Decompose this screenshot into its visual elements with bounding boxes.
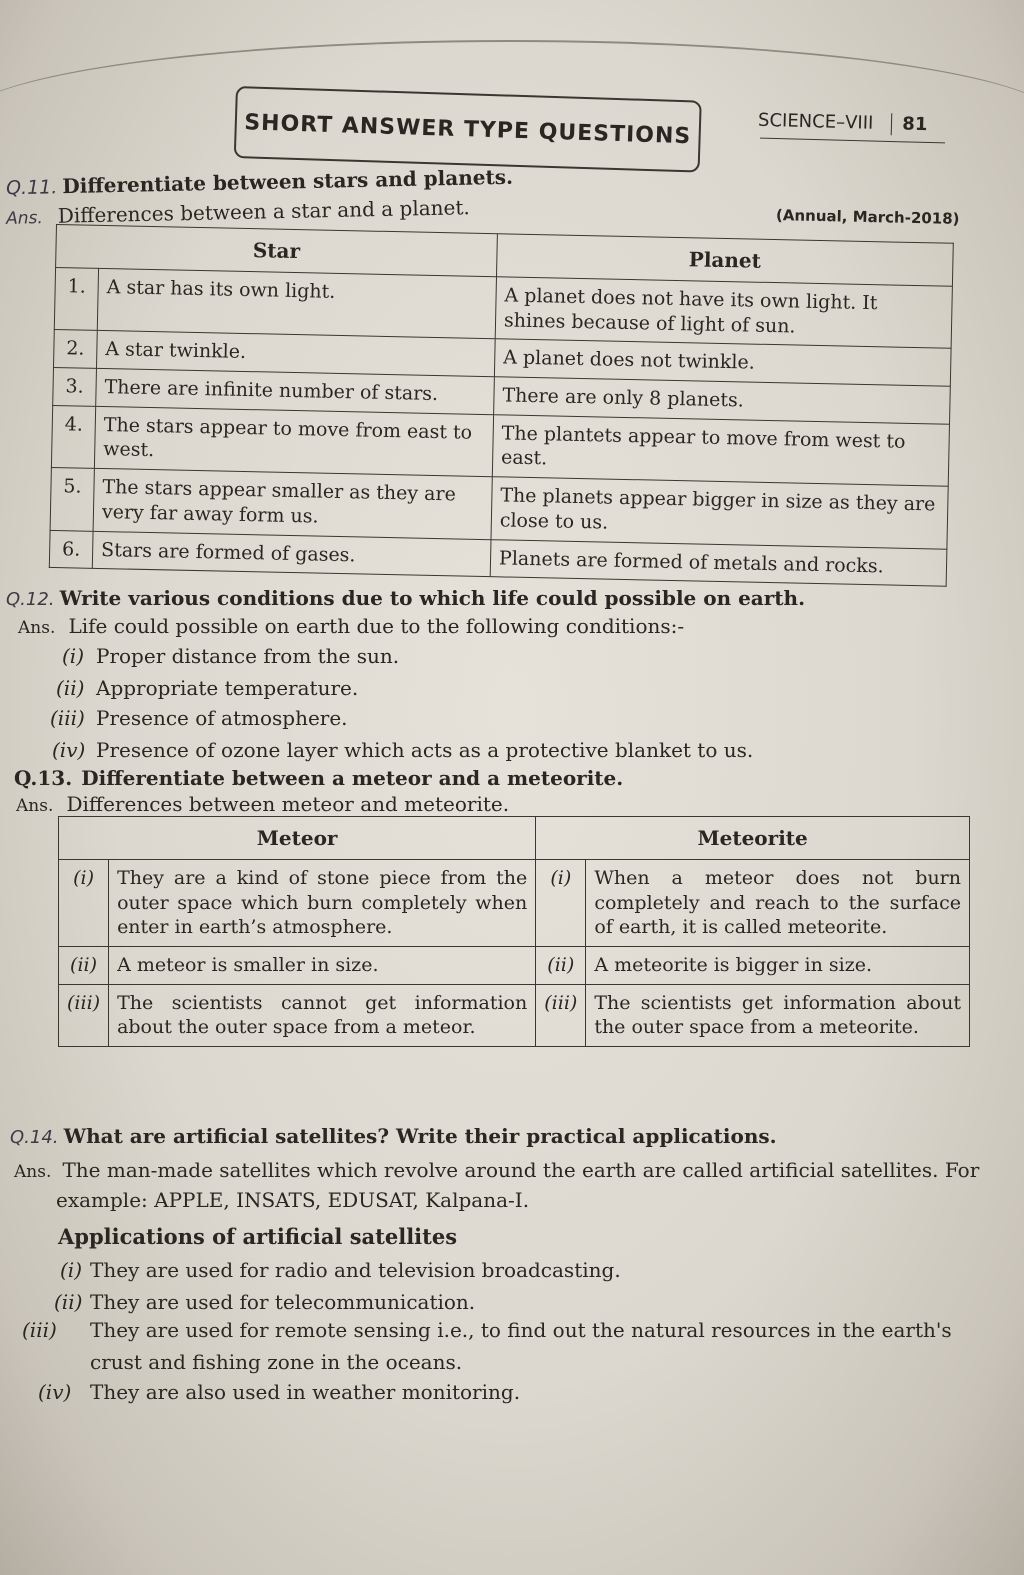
q13-ans-label: Ans. [16,796,54,816]
q14-answer-line1: The man-made satellites which revolve around the earth are called artificial satellites. For [62,1158,980,1182]
q14-line [10,1124,777,1148]
q11-question: Differentiate between stars and planets. [62,164,514,199]
list-item: (ii) Appropriate temperature. [56,676,359,700]
planet-column-header: Planet [496,234,953,287]
q14-question: What are artificial satellites? Write their practical applications. [63,1124,777,1148]
list-item: crust and fishing zone in the oceans. [90,1350,463,1374]
planet-cell: There are only 8 planets. [494,377,951,424]
q13-answer: Differences between meteor and meteorite. [66,792,510,816]
list-item: (iv) They are also used in weather monitoring. [38,1380,521,1404]
star-cell: The stars appear to move from east to west. [94,406,493,477]
section-title-box [234,86,702,173]
q12-answer-line [18,614,684,638]
row-marker: (i) [59,860,109,947]
planet-cell: A planet does not twinkle. [494,339,951,386]
q13-question: Differentiate between a meteor and a meteorite. [81,766,624,790]
q13-number: Q.13. [14,766,73,790]
row-number: 6. [49,530,93,569]
row-number: 4. [51,405,95,468]
row-number: 1. [54,268,98,331]
header-divider [891,113,893,135]
meteor-meteorite-table [58,816,970,1047]
list-item: (i) Proper distance from the sun. [62,644,400,668]
q12-ans-label: Ans. [18,618,56,638]
row-number: 5. [50,468,94,531]
meteorite-cell: A meteorite is bigger in size. [586,947,970,985]
subject-label: SCIENCE–VIII [757,109,874,134]
meteorite-column-header: Meteorite [536,817,970,860]
q11-source: (Annual, March-2018) [775,206,960,228]
table-row [59,860,970,947]
q13-answer-line [16,792,509,816]
q13-line [14,766,623,790]
q11-ans-label: Ans. [5,208,43,229]
row-marker: (ii) [536,947,586,985]
planet-cell: The plantets appear to move from west to east. [492,414,949,486]
q14-ans-label: Ans. [14,1162,52,1182]
list-item: (iii) Presence of atmosphere. [50,706,348,730]
q12-number: Q.12. [6,589,55,610]
star-cell: The stars appear smaller as they are very far away form us. [93,468,492,539]
star-cell: A star twinkle. [96,331,495,377]
planet-cell: Planets are formed of metals and rocks. [490,539,947,586]
meteor-cell: The scientists cannot get information about the outer space from a meteor. [109,984,536,1046]
list-item: (ii) They are used for telecommunication. [54,1290,476,1314]
list-item: (i) They are used for radio and television broadcasting. [60,1258,621,1282]
q12-question: Write various conditions due to which life could possible on earth. [59,586,806,610]
applications-heading: Applications of artificial satellites [58,1224,458,1249]
meteorite-cell: When a meteor does not burn completely and reach to the surface of earth, it is called meteorite. [586,860,970,947]
row-marker: (i) [536,860,586,947]
section-title: SHORT ANSWER TYPE QUESTIONS [243,109,692,149]
star-planet-table [49,224,954,587]
row-marker: (iii) [536,984,586,1046]
meteor-cell: They are a kind of stone piece from the outer space which burn completely when enter in earth’s atmosphere. [109,860,536,947]
star-cell: Stars are formed of gases. [92,531,491,577]
q12-line [6,586,805,610]
row-number: 3. [53,368,97,407]
q12-answer: Life could possible on earth due to the following conditions:- [68,614,685,638]
list-item: (iv) Presence of ozone layer which acts as a protective blanket to us. [52,738,754,762]
q11-number: Q.11. [5,176,58,200]
q14-answer-line [14,1158,979,1182]
star-cell: A star has its own light. [97,268,496,339]
row-marker: (iii) [59,984,109,1046]
row-marker: (ii) [59,947,109,985]
star-cell: There are infinite number of stars. [96,368,495,414]
q11-answer: Differences between a star and a planet. [57,195,470,228]
page-number: 81 [902,113,928,136]
star-column-header: Star [56,225,498,277]
meteorite-cell: The scientists get information about the outer space from a meteorite. [586,984,970,1046]
planet-cell: The planets appear bigger in size as they are close to us. [491,477,948,549]
table-row [59,947,970,985]
table-row [59,984,970,1046]
running-head [758,110,928,136]
row-number: 2. [53,330,97,369]
planet-cell: A planet does not have its own light. It shines because of light of sun. [495,277,952,349]
q14-number: Q.14. [10,1127,59,1148]
list-item: (iii) They are used for remote sensing i.e., to find out the natural resources in the earth's [22,1318,952,1342]
table-header-row [59,817,970,860]
meteor-column-header: Meteor [59,817,536,860]
q14-answer-line2: example: APPLE, INSATS, EDUSAT, Kalpana-I. [56,1188,530,1212]
meteor-cell: A meteor is smaller in size. [109,947,536,985]
